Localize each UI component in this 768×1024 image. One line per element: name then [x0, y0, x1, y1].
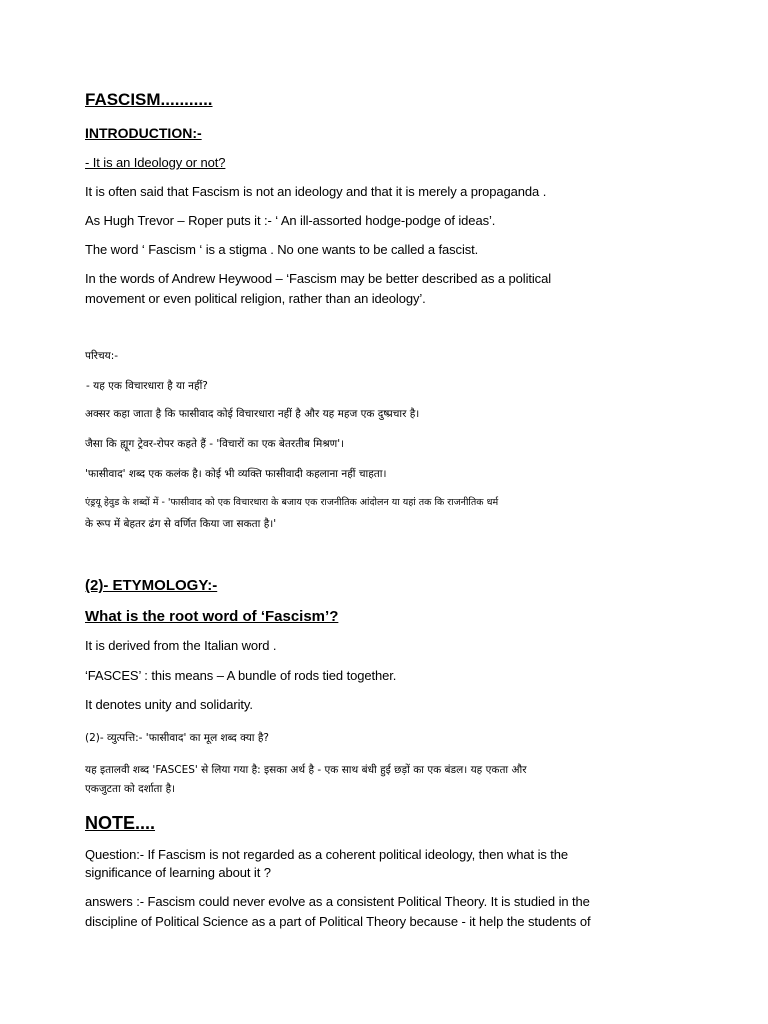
etymology-heading: (2)- ETYMOLOGY:- [85, 577, 218, 594]
note-answer-line: answers :- Fascism could never evolve as a consistent Political Theory. It is studied in the [85, 894, 590, 909]
note-answer-line: discipline of Political Science as a part of Political Theory because - it help the students of [85, 914, 591, 929]
introduction-line: As Hugh Trevor – Roper puts it :- ‘ An ill-assorted hodge-podge of ideas’. [85, 213, 496, 228]
introduction-line: In the words of Andrew Heywood – ‘Fascism may be better described as a political [85, 271, 552, 286]
hindi-etymology-line: यह इतालवी शब्द 'FASCES' से लिया गया है: इसका अर्थ है - एक साथ बंधी हुई छड़ों का एक बंडल। यह एकता और [85, 764, 527, 776]
hindi-intro-question: - यह एक विचारधारा है या नहीं? [86, 380, 208, 392]
hindi-intro-line: एंड्रयू हेवुड के शब्दों में - 'फासीवाद को एक विचारधारा के बजाय एक राजनीतिक आंदोलन या यहां तक कि राजनीतिक धर्म [85, 497, 499, 508]
hindi-intro-line: 'फासीवाद' शब्द एक कलंक है। कोई भी व्यक्ति फासीवादी कहलाना नहीं चाहता। [85, 468, 387, 480]
hindi-intro-line: के रूप में बेहतर ढंग से वर्णित किया जा सकता है।' [85, 518, 277, 530]
hindi-etymology-line: एकजुटता को दर्शाता है। [85, 783, 176, 795]
hindi-intro-heading: परिचय:- [85, 350, 119, 362]
etymology-question: What is the root word of ‘Fascism’? [85, 608, 339, 625]
introduction-line: It is often said that Fascism is not an ideology and that it is merely a propaganda . [85, 184, 547, 199]
introduction-line: movement or even political religion, rather than an ideology’. [85, 291, 426, 306]
etymology-line: It denotes unity and solidarity. [85, 697, 253, 712]
etymology-line: It is derived from the Italian word . [85, 638, 277, 653]
hindi-intro-line: जैसा कि ह्यूग ट्रेवर-रोपर कहते हैं - 'विचारों का एक बेतरतीब मिश्रण'। [85, 438, 345, 450]
note-question-line: significance of learning about it ? [85, 865, 271, 880]
note-heading: NOTE.... [85, 813, 156, 833]
hindi-intro-line: अक्सर कहा जाता है कि फासीवाद कोई विचारधारा नहीं है और यह महज एक दुष्प्रचार है। [85, 408, 420, 420]
introduction-heading: INTRODUCTION:- [85, 125, 202, 141]
note-question-line: Question:- If Fascism is not regarded as a coherent political ideology, then what is the [85, 847, 569, 862]
etymology-line: ‘FASCES’ : this means – A bundle of rods tied together. [85, 668, 397, 683]
introduction-line: The word ‘ Fascism ‘ is a stigma . No one wants to be called a fascist. [85, 242, 479, 257]
introduction-question: - It is an Ideology or not? [85, 155, 226, 170]
document-title: FASCISM........... [85, 90, 213, 109]
hindi-etymology-heading: (2)- व्युत्पत्ति:- 'फासीवाद' का मूल शब्द क्या है? [85, 732, 269, 744]
